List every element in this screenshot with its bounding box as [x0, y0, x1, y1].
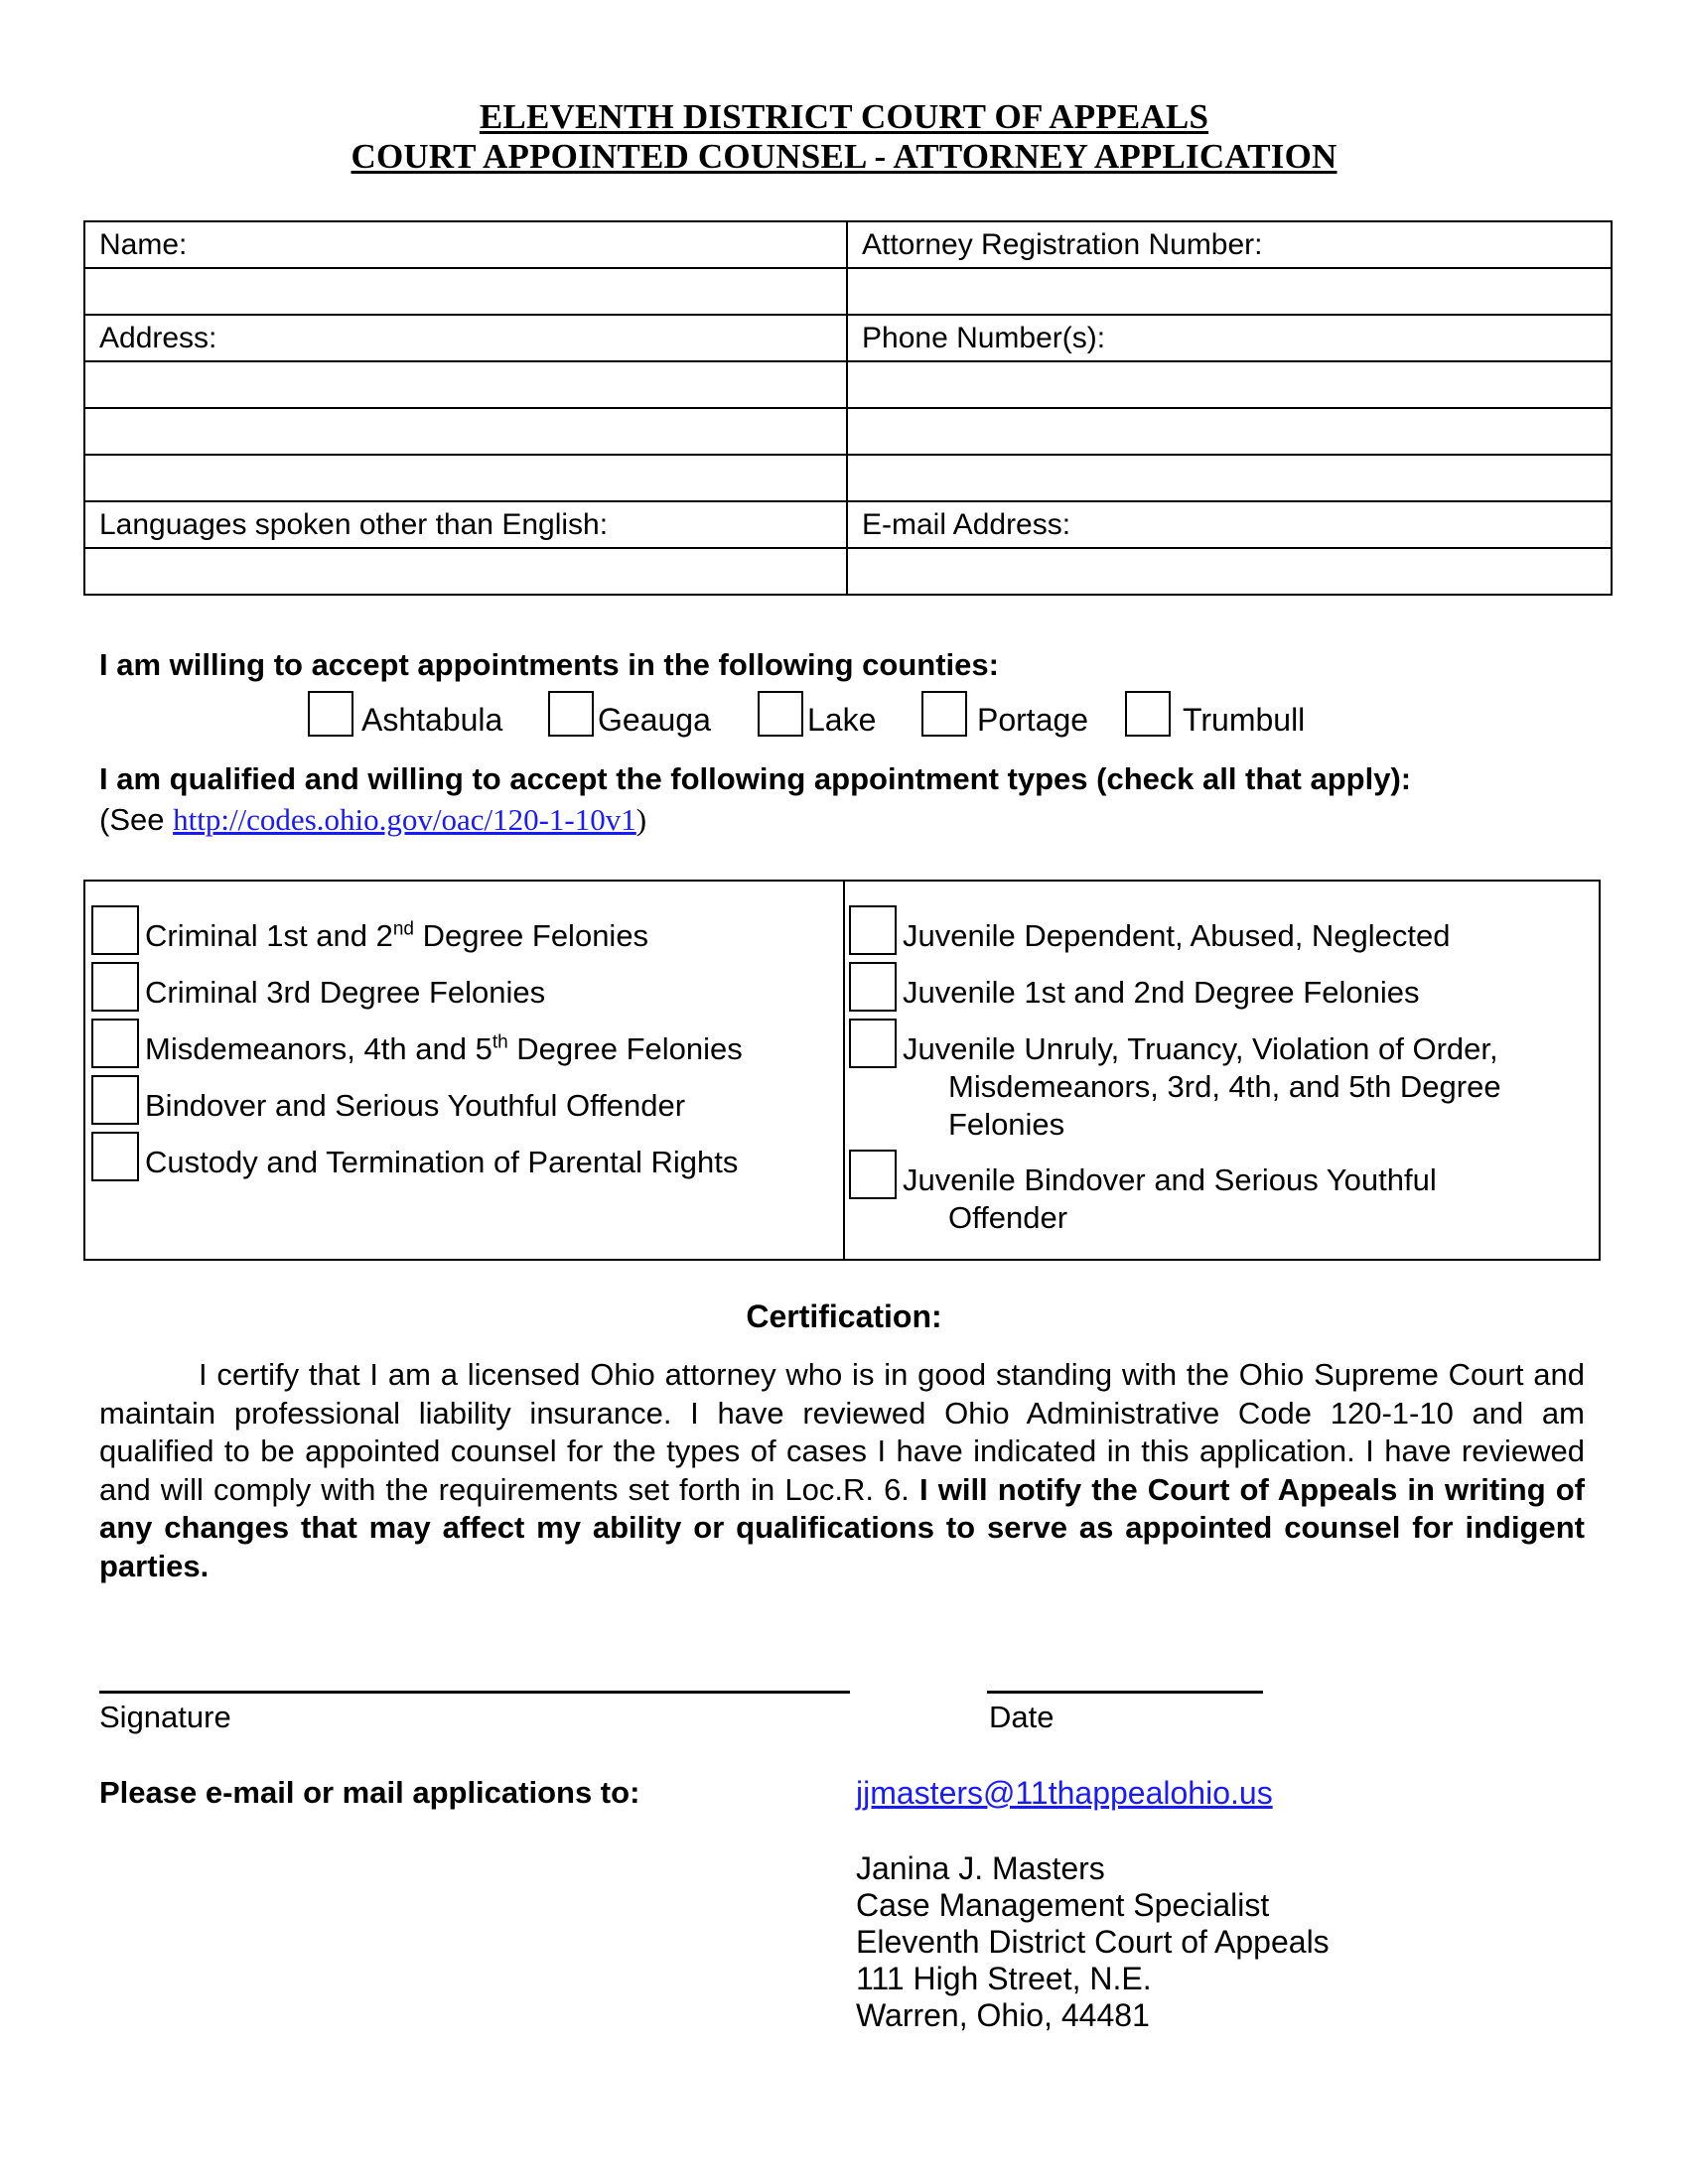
signature-line[interactable] [99, 1691, 850, 1694]
county-checkbox-row [0, 688, 1688, 748]
type-label-bindover-youthful: Bindover and Serious Youthful Offender [145, 1088, 686, 1123]
address-field-line-2[interactable] [84, 408, 847, 455]
label-part-b: Degree Felonies [507, 1031, 743, 1066]
counties-heading: I am willing to accept appointments in the following counties: [99, 647, 999, 682]
county-option-lake[interactable] [758, 688, 876, 739]
type-label-misdemeanors-4th-5th [145, 1030, 743, 1068]
oac-reference-suffix: ) [635, 802, 647, 837]
checkbox-misdemeanors-4th-5th[interactable] [91, 1019, 139, 1068]
appointment-types-heading: I am qualified and willing to accept the following appointment types (check all that apply): [99, 761, 1412, 796]
oac-reference [99, 802, 646, 838]
certification-title: Certification: [746, 1298, 942, 1334]
checkbox-juvenile-1st-2nd[interactable] [849, 962, 897, 1012]
label-part-a: Criminal 1st and 2 [145, 918, 393, 953]
appointment-types-box [83, 880, 1601, 1261]
label-part-a: Misdemeanors, 4th and 5 [145, 1031, 492, 1066]
label-part-b: Degree Felonies [413, 918, 649, 953]
name-label: Name: [84, 221, 847, 268]
type-label-custody-parental-rights: Custody and Termination of Parental Rights [145, 1145, 739, 1179]
mailing-address [856, 1850, 1330, 2034]
date-label: Date [989, 1700, 1055, 1734]
phone-field-line-2[interactable] [847, 408, 1612, 455]
certification-text [99, 1356, 1585, 1585]
label-line-2: Misdemeanors, 3rd, 4th, and 5th Degree [948, 1069, 1501, 1104]
signature-label: Signature [99, 1700, 231, 1734]
attorney-info-table [83, 220, 1613, 596]
registration-number-field[interactable] [847, 268, 1612, 315]
type-label-juvenile-1st-2nd: Juvenile 1st and 2nd Degree Felonies [903, 975, 1420, 1010]
type-criminal-3rd[interactable] [91, 962, 545, 1012]
county-label-trumbull: Trumbull [1183, 702, 1306, 738]
type-juvenile-dependent[interactable] [849, 905, 1451, 955]
checkbox-ashtabula[interactable] [308, 691, 353, 737]
type-label-criminal-1st-2nd [145, 917, 648, 955]
type-label-juvenile-bindover [903, 1161, 1437, 1237]
certification-body-bold: I will notify the Court of Appeals in writing of any changes that may affect my ability or qualifications to serve as appointed counsel for indigent parties. [99, 1471, 1585, 1583]
type-bindover-youthful[interactable] [91, 1075, 685, 1125]
address-label: Address: [84, 315, 847, 361]
label-line-3: Felonies [948, 1107, 1065, 1142]
checkbox-juvenile-dependent[interactable] [849, 905, 897, 955]
address-line-city: Warren, Ohio, 44481 [856, 1997, 1150, 2033]
date-line[interactable] [987, 1691, 1263, 1694]
type-label-criminal-3rd: Criminal 3rd Degree Felonies [145, 975, 546, 1010]
languages-field[interactable] [84, 548, 847, 595]
checkbox-juvenile-bindover[interactable] [849, 1150, 897, 1199]
type-criminal-1st-2nd[interactable] [91, 905, 648, 955]
checkbox-criminal-1st-2nd[interactable] [91, 905, 139, 955]
form-title-court: ELEVENTH DISTRICT COURT OF APPEALS [479, 97, 1209, 136]
checkbox-juvenile-unruly[interactable] [849, 1019, 897, 1068]
checkbox-custody-parental-rights[interactable] [91, 1132, 139, 1181]
email-field[interactable] [847, 548, 1612, 595]
checkbox-portage[interactable] [921, 691, 967, 737]
oac-reference-link[interactable]: http://codes.ohio.gov/oac/120-1-10v1 [173, 802, 636, 837]
county-option-portage[interactable] [921, 688, 1088, 739]
address-field-line-1[interactable] [84, 361, 847, 408]
address-field-line-3[interactable] [84, 455, 847, 501]
checkbox-trumbull[interactable] [1125, 691, 1171, 737]
type-juvenile-unruly[interactable] [849, 1019, 1501, 1144]
contact-email-link[interactable]: jjmasters@11thappealohio.us [856, 1775, 1273, 1811]
checkbox-criminal-3rd[interactable] [91, 962, 139, 1012]
county-label-portage: Portage [977, 702, 1089, 738]
mailing-instructions: Please e-mail or mail applications to: [99, 1775, 640, 1810]
address-line-court: Eleventh District Court of Appeals [856, 1924, 1330, 1960]
languages-label: Languages spoken other than English: [84, 501, 847, 548]
ordinal-suffix: th [492, 1031, 508, 1053]
address-line-title: Case Management Specialist [856, 1887, 1270, 1923]
name-field[interactable] [84, 268, 847, 315]
certification-body: I certify that I am a licensed Ohio attorney who is in good standing with the Ohio Supreme Court and maintain professional liability insurance. I have reviewed Ohio Administrative Code 120-1-10 and am qualified to be appointed counsel for the types of cases I have indicated in this application. I have reviewed and will comply with the requirements set forth in Loc.R. 6. [99, 1357, 1585, 1507]
types-column-divider [843, 882, 845, 1259]
type-label-juvenile-dependent: Juvenile Dependent, Abused, Neglected [903, 918, 1451, 953]
type-juvenile-bindover[interactable] [849, 1150, 1437, 1237]
label-line-1: Juvenile Bindover and Serious Youthful [903, 1162, 1437, 1197]
ordinal-suffix: nd [392, 918, 414, 940]
registration-number-label: Attorney Registration Number: [847, 221, 1612, 268]
checkbox-bindover-youthful[interactable] [91, 1075, 139, 1125]
type-label-juvenile-unruly [903, 1030, 1501, 1144]
county-label-lake: Lake [807, 702, 877, 738]
county-option-geauga[interactable] [548, 688, 711, 739]
type-custody-parental-rights[interactable] [91, 1132, 738, 1181]
oac-reference-prefix: (See [99, 802, 174, 837]
phone-field-line-3[interactable] [847, 455, 1612, 501]
address-line-name: Janina J. Masters [856, 1850, 1105, 1886]
county-option-trumbull[interactable] [1125, 688, 1305, 739]
address-line-street: 111 High Street, N.E. [856, 1961, 1152, 1996]
email-label: E-mail Address: [847, 501, 1612, 548]
county-label-geauga: Geauga [598, 702, 711, 738]
county-label-ashtabula: Ashtabula [361, 702, 503, 738]
form-title-application: COURT APPOINTED COUNSEL - ATTORNEY APPLICATION [351, 137, 1337, 176]
type-misdemeanors-4th-5th[interactable] [91, 1019, 743, 1068]
phone-label: Phone Number(s): [847, 315, 1612, 361]
checkbox-lake[interactable] [758, 691, 803, 737]
type-juvenile-1st-2nd[interactable] [849, 962, 1419, 1012]
label-line-1: Juvenile Unruly, Truancy, Violation of Order, [903, 1031, 1498, 1066]
checkbox-geauga[interactable] [548, 691, 594, 737]
label-line-2: Offender [948, 1200, 1068, 1235]
phone-field-line-1[interactable] [847, 361, 1612, 408]
county-option-ashtabula[interactable] [308, 688, 502, 739]
